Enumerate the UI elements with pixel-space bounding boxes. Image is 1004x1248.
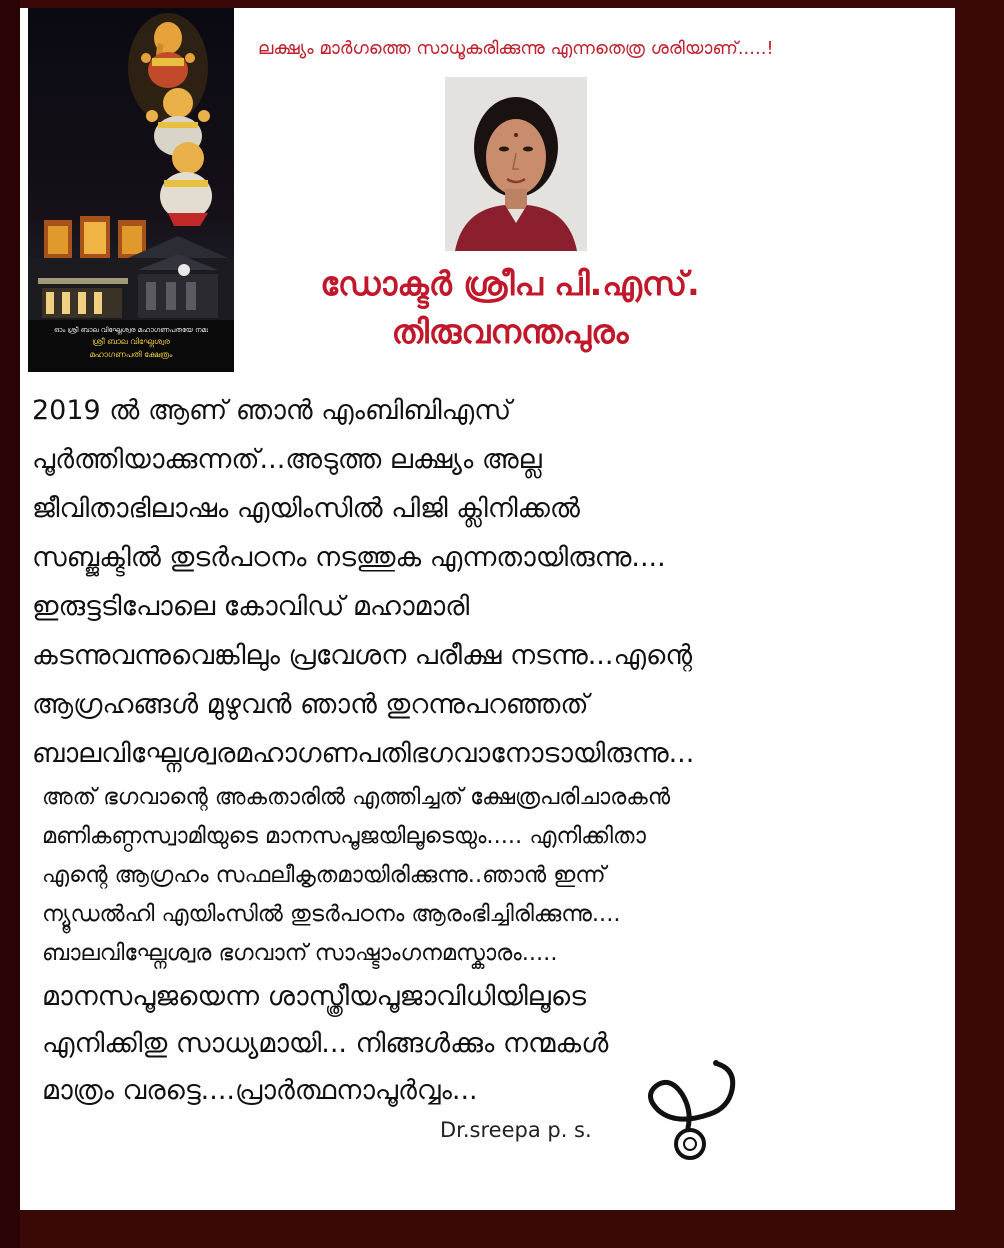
- deity-panels: [44, 216, 146, 260]
- body-line: എനിക്കിതു സാധ്യമായി... നിങ്ങൾക്കും നന്മകൾ: [42, 1028, 609, 1059]
- poster-card: [20, 8, 955, 1210]
- body-line: മാനസപൂജയെന്ന ശാസ്ത്രീയപൂജാവിധിയിലൂടെ: [42, 981, 587, 1012]
- quote-heading: ലക്ഷ്യം മാർഗത്തെ സാധൂകരിക്കുന്നു എന്നതെത്ര ശരിയാണ്.....!: [258, 38, 774, 59]
- portrait-illustration: [445, 77, 587, 251]
- doctor-name: ഡോക്ടർ ശ്രീപ പി.എസ്.: [320, 264, 700, 303]
- signature-text: Dr.sreepa p. s.: [440, 1118, 592, 1142]
- doctor-place: തിരുവനന്തപുരം: [391, 312, 629, 351]
- body-line: പൂർത്തിയാക്കുന്നത്...അടുത്ത ലക്ഷ്യം അല്ല: [32, 444, 542, 475]
- body-line: മണികണ്ഠസ്വാമിയുടെ മാനസപൂജയിലൂടെയും..... എനിക്കിതാ: [42, 823, 646, 849]
- body-line: ജീവിതാഭിലാഷം എയിംസിൽ പിജി ക്ലിനിക്കൽ: [32, 493, 580, 524]
- doctor-name-block: [240, 260, 780, 356]
- banner-mantra-text: ഓം ശ്രീ ബാല വിഘ്നേശ്വര മഹാഗണപതയേ നമഃ: [54, 326, 208, 334]
- banner-temple-subtitle: മഹാഗണപതി ക്ഷേത്രം: [89, 350, 173, 359]
- body-line: എന്റെ ആഗ്രഹം സഫലീകൃതമായിരിക്കുന്നു..ഞാൻ ഇന്ന്: [42, 862, 606, 888]
- body-line: ബാലവിഘ്നേശ്വര ഭഗവാന് സാഷ്ടാംഗനമസ്കാരം.....: [42, 940, 558, 966]
- ganesha-figure-bottom: [160, 142, 212, 226]
- testimonial-body: [32, 386, 952, 1114]
- stethoscope-icon: [636, 1056, 746, 1166]
- banner-temple-name: ശ്രീ ബാല വിഘ്നേശ്വര: [92, 337, 170, 346]
- body-line: അത് ഭഗവാന്റെ അകതാരിൽ എത്തിച്ചത് ക്ഷേത്രപരിചാരകൻ: [42, 784, 671, 810]
- body-line: ഇരുട്ടടിപോലെ കോവിഡ് മഹാമാരി: [32, 591, 470, 622]
- body-line: 2019 ൽ ആണ് ഞാൻ എംബിബിഎസ്: [32, 395, 512, 426]
- temple-banner-image: [28, 8, 234, 372]
- body-line: ബാലവിഘ്നേശ്വരമഹാഗണപതിഭഗവാനോടായിരുന്നു...: [32, 738, 695, 769]
- body-line: ആഗ്രഹങ്ങൾ മുഴുവൻ ഞാൻ തുറന്നുപറഞ്ഞത്: [32, 689, 589, 720]
- body-line: കടന്നുവന്നുവെങ്കിലും പ്രവേശന പരീക്ഷ നടന്നു...എന്റെ: [32, 640, 693, 671]
- body-line: മാത്രം വരട്ടെ....പ്രാർത്ഥനാപൂർവ്വം...: [42, 1075, 478, 1106]
- frame-border: [0, 0, 20, 1248]
- body-line: സബ്ജക്ടിൽ തുടർപഠനം നടത്തുക എന്നതായിരുന്നു....: [32, 542, 666, 573]
- portrait-photo: [445, 77, 587, 251]
- ganesha-temple-illustration: [28, 8, 234, 372]
- body-line: ന്യൂഡൽഹി എയിംസിൽ തുടർപഠനം ആരംഭിച്ചിരിക്കുന്നു....: [42, 901, 621, 927]
